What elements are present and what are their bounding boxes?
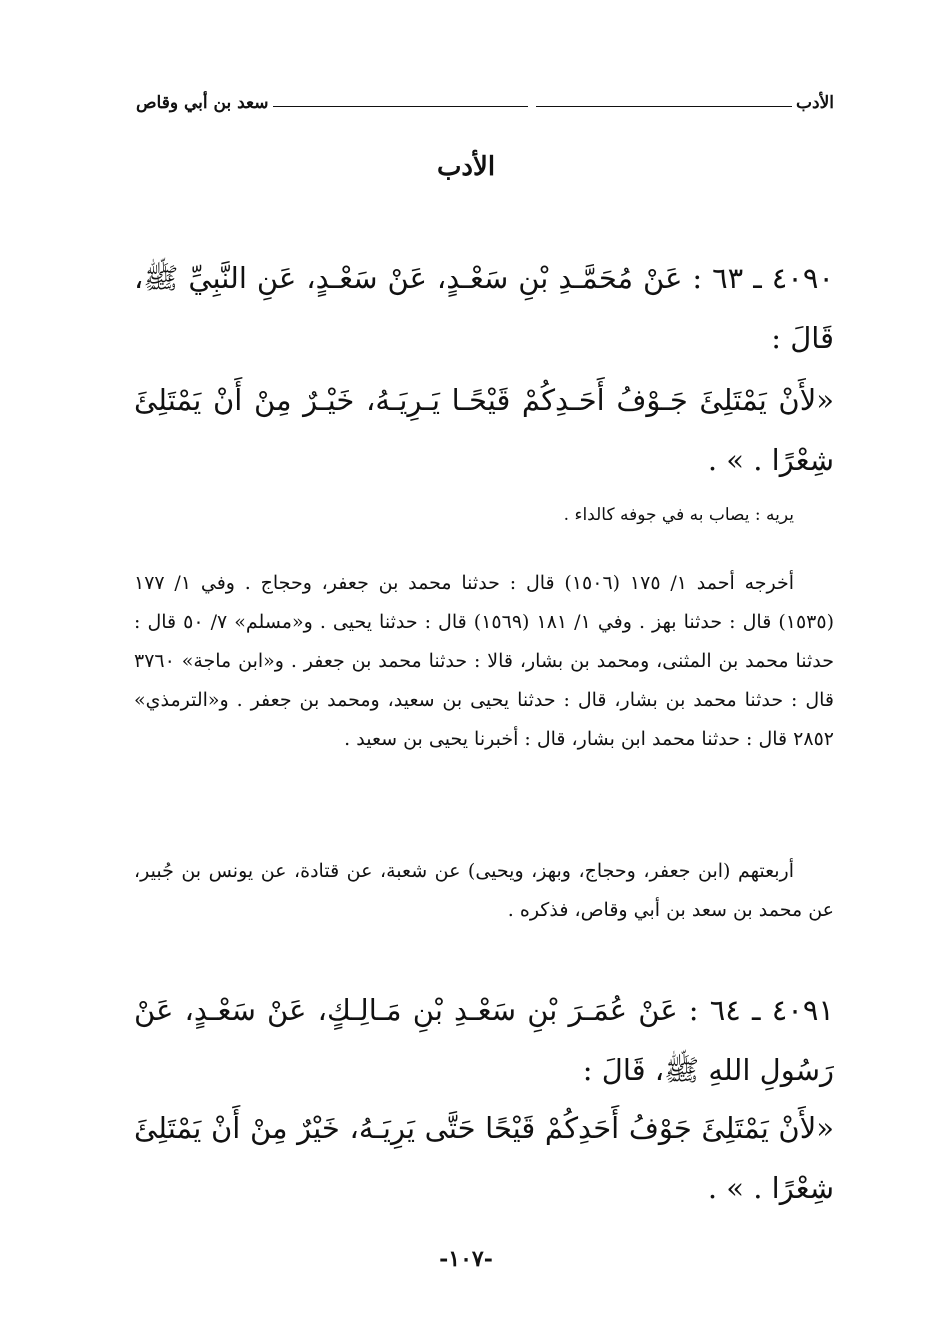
hadith-4091-matn: «لأَنْ يَمْتَلِئَ جَوْفُ أَحَدِكُمْ قَيْحًا حَتَّى يَرِيَـهُ، خَيْرٌ مِنْ أَنْ يَمْتَلِئَ شِعْرًا . » . [134, 1111, 834, 1205]
hadith-4091-isnad: ٤٠٩١ ـ ٦٤ : عَنْ عُمَـرَ بْنِ سَعْـدِ بْنِ مَـالِـكٍ، عَنْ سَعْـدٍ، عَنْ رَسُولِ اللهِ ﷺ، قَالَ : [134, 993, 834, 1087]
takhrij-1-text: أخرجه أحمد ١/ ١٧٥ (١٥٠٦) قال : حدثنا محمد بن جعفر، وحجاج . وفي ١/ ١٧٧ (١٥٣٥) قال : حدثنا بهز . وفي ١/ ١٨١ (١٥٦٩) قال : حدثنا يحيى . و«مسلم» ٧/ ٥٠ قال : حدثنا محمد بن المثنى، ومحمد بن بشار، قالا : حدثنا محمد بن جعفر . و«ابن ماجة» ٣٧٦٠ قال : حدثنا محمد بن بشار، قال : حدثنا يحيى بن سعيد، ومحمد بن جعفر . و«الترمذي» ٢٨٥٢ قال : حدثنا محمد ابن بشار، قال : أخبرنا يحيى بن سعيد . [134, 572, 834, 750]
header-chapter: الأدب [796, 93, 834, 113]
page-number: -١٠٧- [439, 1246, 493, 1272]
takhrij-paragraph-1 [134, 564, 834, 759]
header-rule-left [273, 106, 529, 107]
section-title: الأدب [436, 152, 496, 182]
header-book: سعد بن أبي وقاص [136, 93, 269, 113]
takhrij-2-text: أربعتهم (ابن جعفر، وحجاج، وبهز، ويحيى) عن شعبة، عن قتادة، عن يونس بن جُبير، عن محمد بن سعد بن أبي وقاص، فذكره . [134, 860, 834, 921]
running-header [136, 92, 834, 114]
gloss-note: يريه : يصاب به في جوفه كالداء . [563, 505, 794, 525]
header-rule-right [536, 106, 792, 107]
hadith-4090-isnad: ٤٠٩٠ ـ ٦٣ : عَنْ مُحَمَّـدِ بْنِ سَعْـدٍ، عَنْ سَعْـدٍ، عَنِ النَّبِيِّ ﷺ، قَالَ : [134, 261, 834, 355]
takhrij-paragraph-2 [134, 852, 834, 930]
hadith-4090-matn: «لأَنْ يَمْتَلِئَ جَـوْفُ أَحَـدِكُمْ قَيْحًـا يَـرِيَـهُ، خَيْـرٌ مِنْ أَنْ يَمْتَلِئَ شِعْرًا . » . [134, 383, 834, 477]
